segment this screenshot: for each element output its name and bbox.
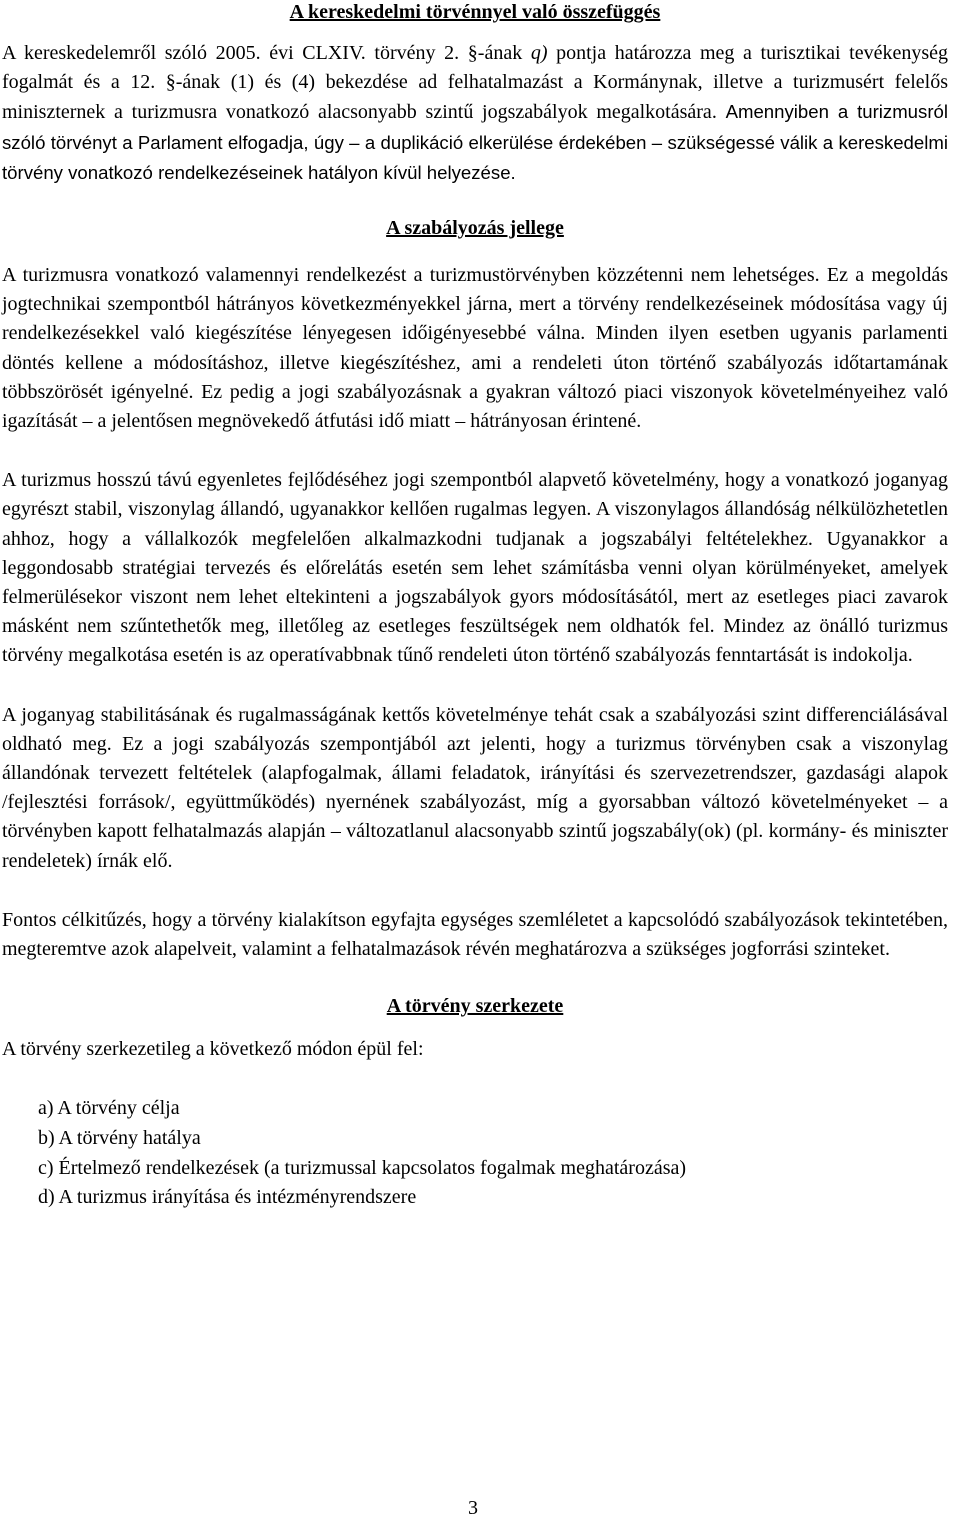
document-body bbox=[2, 0, 948, 1213]
paragraph-commercial-law-italic: q) bbox=[530, 42, 548, 64]
section-heading-commercial-law: A kereskedelmi törvénnyel való összefüggés bbox=[289, 1, 661, 23]
paragraph-commercial-law-part2: pontja határozza meg a turisztikai tevékenység fogalmát és a 12. §-ának (1) és (4) bekezdése ad felhatalmazást a Kormánynak, illetve a turizmusért felelős miniszternek a turizmusra vonatkozó alacsonyabb szintű jogszabályok megalkotására. bbox=[2, 42, 948, 124]
structure-list-item: c) Értelmező rendelkezések (a turizmussal kapcsolatos fogalmak meghatározása) bbox=[38, 1156, 687, 1179]
paragraph-commercial-law-part3: Amennyiben a turizmusról szóló törvényt a Parlament elfogadja, úgy – a duplikáció elkerülése érdekében – szükségessé válik a kereskedelmi törvény vonatkozó rendelkezéseinek hatályon kívül helyezése. bbox=[2, 101, 948, 183]
structure-list bbox=[2, 1094, 948, 1212]
section-heading-law-structure: A törvény szerkezete bbox=[386, 995, 564, 1018]
paragraph-structure-intro: A törvény szerkezetileg a következő módon épül fel: bbox=[2, 1038, 424, 1061]
paragraph-commercial-law bbox=[2, 39, 948, 188]
paragraph-goal: Fontos célkitűzés, hogy a törvény kialakítson egyfajta egységes szemléletet a kapcsolódó szabályozások tekintetében, megteremtve azok alapelveit, valamint a felhatalmazások révén meghatározva a szükséges jogforrási szinteket. bbox=[2, 908, 948, 961]
structure-list-item: a) A törvény célja bbox=[38, 1097, 180, 1120]
section-heading-regulation-nature: A szabályozás jellege bbox=[386, 217, 564, 240]
paragraph-commercial-law-part1: A kereskedelemről szóló 2005. évi CLXIV. törvény 2. §-ának bbox=[2, 42, 531, 64]
page-number: 3 bbox=[468, 1497, 478, 1519]
structure-list-item: d) A turizmus irányítása és intézményrendszere bbox=[38, 1186, 417, 1209]
paragraph-stability-flexibility: A joganyag stabilitásának és rugalmasságának kettős követelménye tehát csak a szabályozási szint differenciálásával oldható meg. Ez a jogi szabályozás szempontjából azt jelenti, hogy a turizmus törvényben csak a viszonylag állandónak tervezett feltételek (alapfogalmak, állami feladatok, irányítási és szervezetrendszer, gazdasági alapok /fejlesztési források/, együttműködés) nyernének szabályozást, míg a gyorsabban változó követelményeket – a törvényben kapott felhatalmazás alapján – változatlanul alacsonyabb szintű jogszabály(ok) (pl. kormány- és miniszter rendeletek) írnák elő. bbox=[2, 703, 948, 872]
structure-list-item: b) A törvény hatálya bbox=[38, 1127, 201, 1150]
paragraph-long-term-development: A turizmus hosszú távú egyenletes fejlődéséhez jogi szempontból alapvető követelmény, hogy a vonatkozó joganyag egyrészt stabil, viszonylag állandó, ugyanakkor kellően rugalmas legyen. A viszonylagos állandóság nélkülözhetetlen ahhoz, hogy a vállalkozók megfelelően alkalmazkodni tudjanak a jogszabályi feltételekhez. Ugyanakkor a leggondosabb stratégiai tervezés és előrelátás esetén sem lehet számításba venni olyan körülményeket, amelyek felmerülésekor viszont nem lehet eltekinteni a jogszabályok gyors módosításától, mert az esetleges piaci zavarok másként nem szűntethetők meg, illetőleg az esetleges feszültségek nem oldhatók fel. Mindez az önálló turizmus törvény megalkotása esetén is az operatívabbnak tűnő rendeleti úton történő szabályozás fenntartását is indokolja. bbox=[2, 469, 948, 667]
paragraph-regulation-nature: A turizmusra vonatkozó valamennyi rendelkezést a turizmustörvényben közzétenni nem lehetséges. Ez a megoldás jogtechnikai szempontból hátrányos következményekkel járna, mert a törvény rendelkezéseinek módosítása vagy új rendelkezésekkel való kiegészítése lényegesen időigényesebbé válna. Minden ilyen esetben ugyanis parlamenti döntés kellene a módosításhoz, illetve kiegészítéshez, ami a rendeleti úton történő szabályozás időtartamának többszörösét igényelné. Ez pedig a jogi szabályozásnak a gyakran változó piaci viszonyok követelményeihez való igazítását – a jelentősen megnövekedő átfutási idő miatt – hátrányosan érintené. bbox=[2, 264, 948, 433]
